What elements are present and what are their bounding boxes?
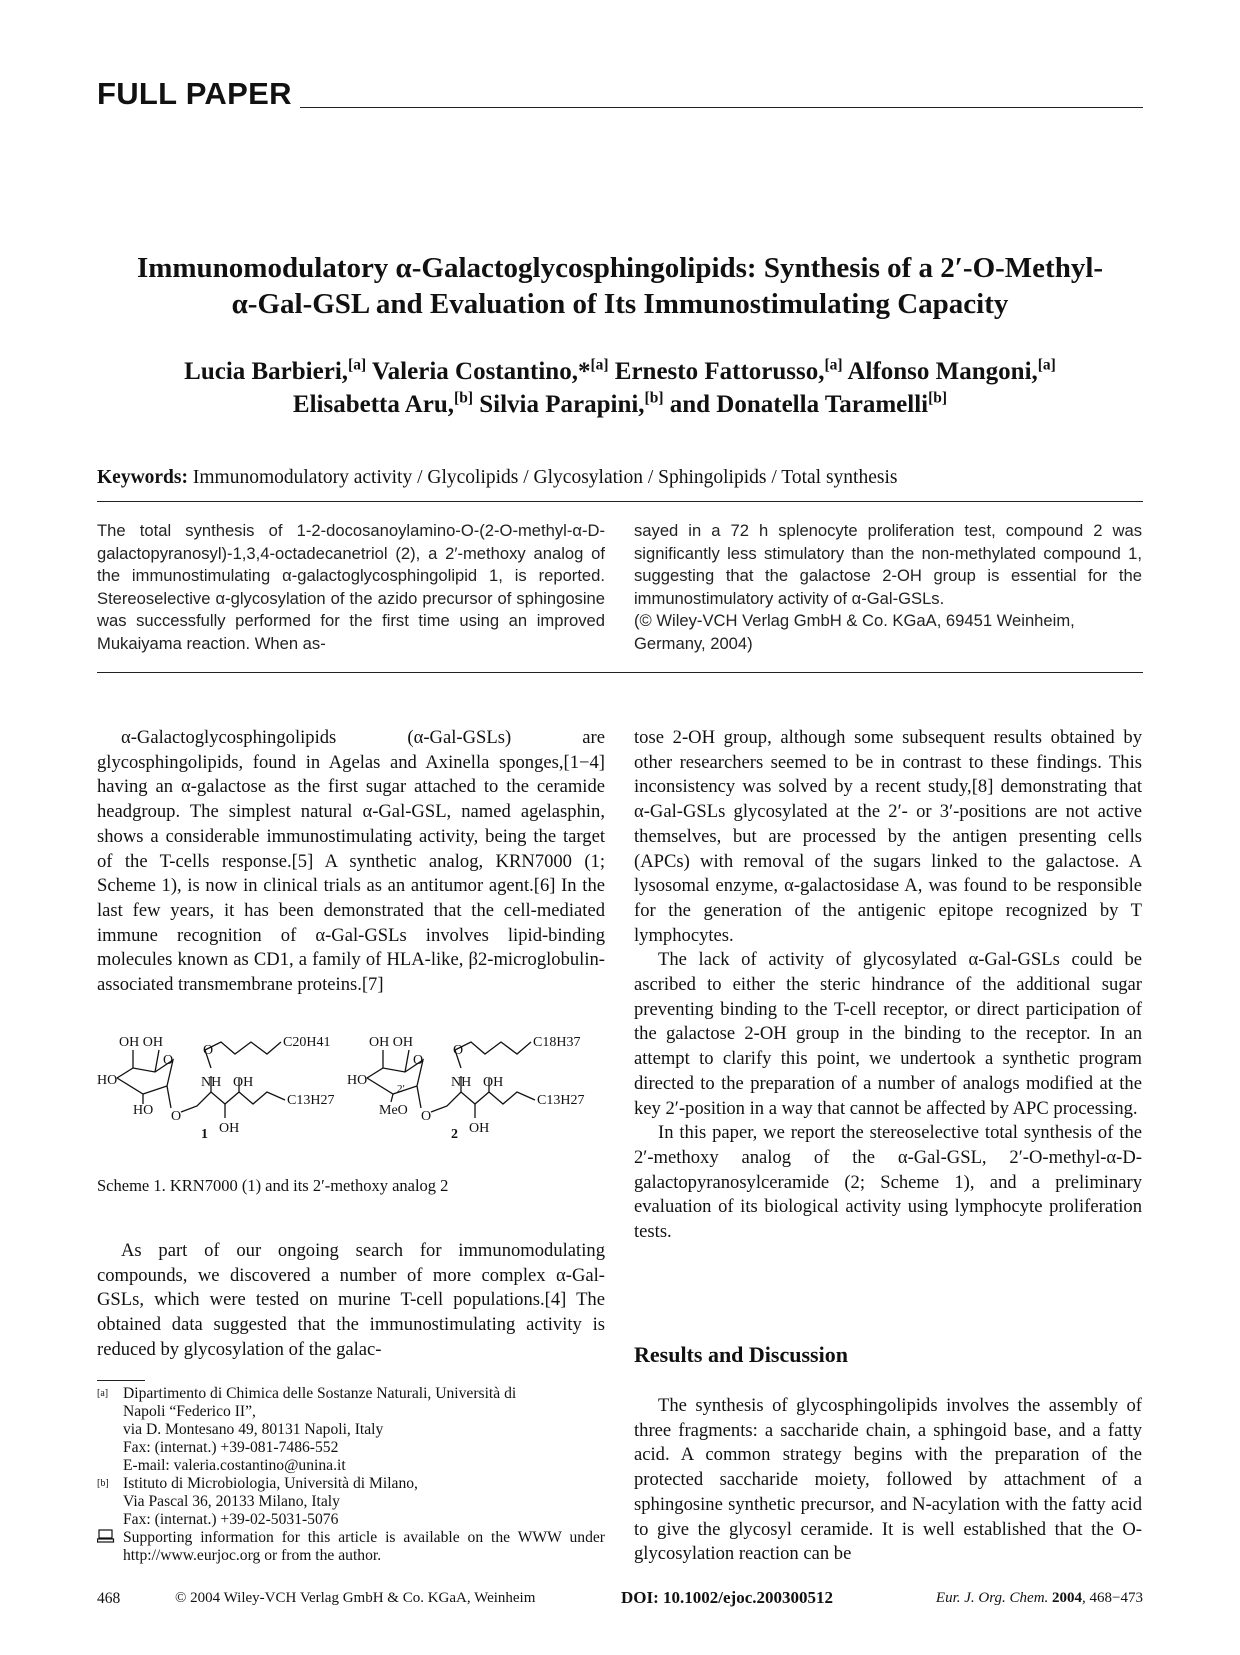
label-nh: NH xyxy=(451,1075,472,1090)
label-oh-oh: OH OH xyxy=(119,1035,163,1050)
chain-bonds-2 xyxy=(431,1092,535,1112)
abstract-right xyxy=(634,520,1142,656)
footnote-b xyxy=(97,1475,605,1529)
author-name: Ernesto Fattorusso, xyxy=(614,358,825,385)
body-paragraph: α-Galactoglycosphingolipids (α-Gal-GSLs) are glycosphingolipids, found in Agelas and Axinella sponges,[1−4] having an α-galactose as the first sugar attached to the ceramide headgroup. The simplest natural α-Gal-GSL, named agelasphin, shows a considerable immunostimulating activity, being the target of the T-cells response.[5] A synthetic analog, KRN7000 (1; Scheme 1), is now in clinical trials as an antitumor agent.[6] In the last few years, it has been demonstrated that the cell-mediated immune recognition of α-Gal-GSLs involves lipid-binding molecules known as CD1, a family of HLA-like, β2-microglobulin-associated transmembrane proteins.[7] xyxy=(97,727,605,996)
body-left-column xyxy=(97,726,605,998)
label-oh: OH xyxy=(219,1121,240,1136)
bond xyxy=(417,1086,421,1108)
author-line-2 xyxy=(60,388,1180,421)
scheme-1-structures xyxy=(97,1028,605,1153)
journal-year: 2004 xyxy=(1052,1590,1083,1606)
acyl-bonds-1 xyxy=(205,1042,281,1068)
scheme-caption: Scheme 1. KRN7000 (1) and its 2′-methoxy analog 2 xyxy=(97,1176,449,1195)
doi-link[interactable]: DOI: 10.1002/ejoc.200300512 xyxy=(621,1588,834,1607)
footnote-line: Istituto di Microbiologia, Università di Milano, xyxy=(123,1475,418,1492)
footnote-line: Dipartimento di Chimica delle Sostanze Naturali, Università di xyxy=(123,1385,517,1402)
footnote-line: Via Pascal 36, 20133 Milano, Italy xyxy=(123,1493,340,1510)
running-header xyxy=(97,74,1143,114)
bond xyxy=(391,1094,393,1102)
author-affiliation: [a] xyxy=(824,356,843,374)
keywords xyxy=(97,467,1143,489)
chain-bonds-1 xyxy=(181,1092,285,1112)
footnote-mark: [b] xyxy=(97,1478,109,1489)
abstract-bottom-rule xyxy=(97,672,1143,673)
page-footer xyxy=(97,1590,1143,1614)
footnote-line: Napoli “Federico II”, xyxy=(123,1403,256,1420)
journal-pages: , 468−473 xyxy=(1082,1590,1143,1606)
label-o-link: O xyxy=(421,1109,432,1124)
label-ho-ring: HO xyxy=(133,1103,154,1118)
footnote-a xyxy=(97,1385,605,1475)
label-oh: OH xyxy=(483,1075,504,1090)
title-line-1: Immunomodulatory α-Galactoglycosphingolipids: Synthesis of a 2′-O-Methyl- xyxy=(136,252,1104,284)
footnote-line: via D. Montesano 49, 80131 Napoli, Italy xyxy=(123,1421,384,1438)
computer-icon-svg xyxy=(97,1529,115,1543)
body-paragraph: tose 2-OH group, although some subsequent results obtained by other researchers seemed to be in contrast to these findings. This inconsistency was solved by a recent study,[8] demonstrating that α-Gal-GSLs glycosylated at the 2′- or 3′-positions are not active themselves, but are processed by the antigen presenting cells (APCs) with removal of the sugars linked to the galactose. A lysosomal enzyme, α-galactosidase A, was found to be responsible for the generation of the antigenic epitope recognized by T lymphocytes. xyxy=(634,727,1142,946)
author-affiliation: [b] xyxy=(928,389,948,407)
author-affiliation: [a] xyxy=(348,356,367,374)
author-affiliation: [a] xyxy=(590,356,609,374)
footer-copyright: © 2004 Wiley-VCH Verlag GmbH & Co. KGaA, Weinheim xyxy=(175,1590,536,1606)
abstract-left xyxy=(97,520,605,656)
author-name: Alfonso Mangoni, xyxy=(847,358,1038,385)
author-name: Silvia Parapini, xyxy=(479,391,645,418)
abstract-right-text: sayed in a 72 h splenocyte proliferation test, compound 2 was significantly less stimulatory than the non-methylated compound 1, suggesting that the galactose 2-OH group is essential for the immunostimulatory activity of α-Gal-GSLs. xyxy=(634,521,1142,608)
body-paragraph: The synthesis of glycosphingolipids involves the assembly of three fragments: a saccharide chain, a sphingoid base, and a fatty acid. A common strategy begins with the preparation of the protected saccharide moiety, followed by attachment of a sphingosine synthetic precursor, and N-acylation with the fatty acid to give the glycosyl ceramide. It is well established that the O-glycosylation reaction can be xyxy=(634,1395,1142,1565)
body-right-column xyxy=(634,726,1142,1245)
paper-title xyxy=(60,250,1180,322)
author-affiliation: [b] xyxy=(644,389,664,407)
bond xyxy=(155,1050,159,1072)
journal-name: Eur. J. Org. Chem. xyxy=(935,1590,1049,1606)
abstract-left-text: The total synthesis of 1-2-docosanoylamino-O-(2-O-methyl-α-D-galactopyranosyl)-1,3,4-octadecanetriol (2), a 2′-methoxy analog of the immunostimulating α-galactoglycosphingolipid 1, is reported. Stereoselective α-glycosylation of the azido precursor of sphingosine was successfully performed for the first time using an improved Mukaiyama reaction. When as- xyxy=(97,521,605,653)
footnote-body xyxy=(123,1475,605,1529)
label-tail-chain: C13H27 xyxy=(287,1093,335,1108)
footnote-line: E-mail: valeria.costantino@unina.it xyxy=(123,1457,346,1474)
author-affiliation: [a] xyxy=(1037,356,1056,374)
label-ring-o: O xyxy=(413,1053,424,1068)
compound-label-2: 2 xyxy=(451,1127,458,1142)
label-carbonyl-o: O xyxy=(203,1043,214,1058)
label-oh-oh: OH OH xyxy=(369,1035,413,1050)
bond xyxy=(167,1086,171,1108)
label-ho: HO xyxy=(347,1073,368,1088)
author-name: Elisabetta Aru, xyxy=(292,391,455,418)
affiliation-footnotes xyxy=(97,1385,605,1565)
label-tail-chain: C13H27 xyxy=(537,1093,585,1108)
computer-icon xyxy=(97,1529,123,1565)
body-left-column-cont xyxy=(97,1239,605,1363)
footnote-mark: [a] xyxy=(97,1388,109,1399)
label-o-link: O xyxy=(171,1109,182,1124)
author-name: Lucia Barbieri, xyxy=(184,358,349,385)
journal-citation xyxy=(936,1590,1143,1607)
section-heading: Results and Discussion xyxy=(634,1342,848,1367)
bond xyxy=(405,1050,409,1072)
label-ring-o: O xyxy=(163,1053,174,1068)
footnote-rule xyxy=(97,1380,145,1381)
keywords-text: Immunomodulatory activity / Glycolipids / Glycosylation / Sphingolipids / Total synthesis xyxy=(192,467,898,488)
header-label: FULL PAPER xyxy=(97,76,300,112)
label-acyl-chain: C18H37 xyxy=(533,1035,581,1050)
page-number: 468 xyxy=(97,1590,121,1607)
acyl-bonds-2 xyxy=(455,1042,531,1068)
footnote-support xyxy=(97,1529,605,1565)
author-list xyxy=(60,355,1180,421)
abstract-copyright: (© Wiley-VCH Verlag GmbH & Co. KGaA, 69451 Weinheim, Germany, 2004) xyxy=(634,611,1075,653)
footnote-line: Fax: (internat.) +39-081-7486-552 xyxy=(123,1439,339,1456)
label-meo: MeO xyxy=(379,1103,408,1118)
author-line-1 xyxy=(60,355,1180,388)
author-affiliation: [b] xyxy=(454,389,473,407)
body-paragraph: The lack of activity of glycosylated α-Gal-GSLs could be ascribed to either the steric hindrance of the additional sugar preventing binding to the T-cell receptor, or direct participation of the galactose 2-OH group in the binding to the receptor. In an attempt to clarify this point, we undertook a synthetic program directed to the preparation of a number of analogs modified at the key 2′-position in a way that cannot be affected by APC processing. xyxy=(634,949,1142,1119)
label-oh: OH xyxy=(469,1121,490,1136)
label-2-prime: 2′ xyxy=(397,1083,405,1095)
body-paragraph: As part of our ongoing search for immunomodulating compounds, we discovered a number of more complex α-Gal-GSLs, which were tested on murine T-cell populations.[4] The obtained data suggested that the immunostimulating activity is reduced by glycosylation of the galac- xyxy=(97,1240,605,1360)
label-carbonyl-o: O xyxy=(453,1043,464,1058)
label-ho: HO xyxy=(97,1073,118,1088)
footnote-support-text: Supporting information for this article is available on the WWW under http://www.eurjoc.org or from the author. xyxy=(123,1529,605,1564)
author-name: and Donatella Taramelli xyxy=(669,391,929,418)
keywords-label: Keywords: xyxy=(97,467,188,488)
title-line-2: α-Gal-GSL and Evaluation of Its Immunostimulating Capacity xyxy=(231,288,1009,320)
compound-label-1: 1 xyxy=(201,1127,208,1142)
label-acyl-chain: C20H41 xyxy=(283,1035,331,1050)
body-paragraph: In this paper, we report the stereoselective total synthesis of the 2′-methoxy analog of the α-Gal-GSL, 2′-O-methyl-α-D-galactopyranosylceramide (2; Scheme 1), and a preliminary evaluation of its biological activity using lymphocyte proliferation tests. xyxy=(634,1122,1142,1243)
footnote-line: Fax: (internat.) +39-02-5031-5076 xyxy=(123,1511,339,1528)
label-nh: NH xyxy=(201,1075,222,1090)
body-right-column-results xyxy=(634,1394,1142,1567)
label-oh: OH xyxy=(233,1075,254,1090)
abstract-top-rule xyxy=(97,501,1143,502)
author-name: Valeria Costantino,* xyxy=(371,358,591,385)
footnote-body xyxy=(123,1385,605,1475)
